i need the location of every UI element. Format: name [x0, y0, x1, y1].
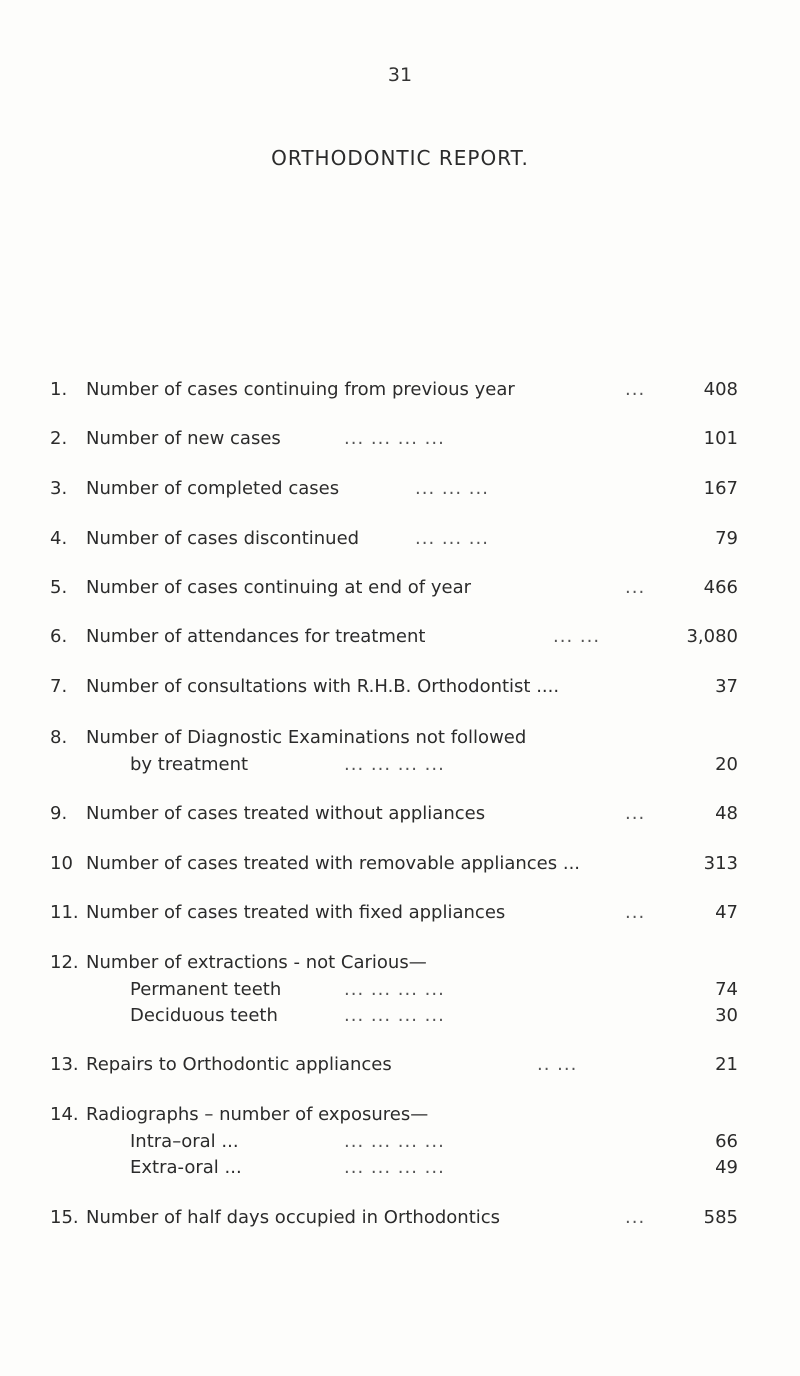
item-value: 48 — [715, 803, 738, 824]
leader-dots: .. ... — [537, 1054, 578, 1075]
item-value: 20 — [715, 754, 738, 775]
item-number: 13. — [50, 1054, 79, 1075]
leader-dots: ... ... ... ... — [344, 428, 445, 449]
leader-dots: ... ... ... — [415, 478, 489, 499]
item-number: 1. — [50, 379, 68, 400]
item-value: 101 — [703, 428, 738, 449]
page-title: ORTHODONTIC REPORT. — [271, 146, 529, 170]
item-label: Number of attendances for treatment — [86, 626, 426, 647]
leader-dots: ... ... ... ... — [344, 1157, 445, 1178]
report-row — [0, 526, 800, 552]
item-label: Number of completed cases — [86, 478, 340, 499]
report-row — [0, 1003, 800, 1029]
leader-dots: ... ... ... ... — [344, 979, 445, 1000]
leader-dots: ... ... ... ... — [344, 1005, 445, 1026]
report-row — [0, 1155, 800, 1181]
item-value: 47 — [715, 902, 738, 923]
report-row — [0, 624, 800, 650]
item-number: 15. — [50, 1207, 79, 1228]
item-label: Number of cases treated with removable appliances ... — [86, 853, 581, 874]
item-value: 408 — [703, 379, 738, 400]
item-label: Number of extractions - not Carious— — [86, 952, 427, 973]
report-row — [0, 900, 800, 926]
item-value: 167 — [703, 478, 738, 499]
item-label: Intra–oral ... — [130, 1131, 239, 1152]
item-label: Number of consultations with R.H.B. Orthodontist .... — [86, 676, 560, 697]
item-label: Number of new cases — [86, 428, 281, 449]
item-label: Radiographs – number of exposures— — [86, 1104, 429, 1125]
item-value: 585 — [703, 1207, 738, 1228]
leader-dots: ... — [625, 577, 646, 598]
item-label: Number of Diagnostic Examinations not followed — [86, 727, 527, 748]
item-value: 313 — [703, 853, 738, 874]
leader-dots: ... — [625, 902, 646, 923]
report-row — [0, 377, 800, 403]
item-value: 79 — [715, 528, 738, 549]
item-number: 11. — [50, 902, 79, 923]
leader-dots: ... ... ... ... — [344, 1131, 445, 1152]
item-label: Number of cases continuing from previous year — [86, 379, 515, 400]
report-row — [0, 752, 800, 778]
report-row — [0, 674, 800, 700]
item-value: 37 — [715, 676, 738, 697]
item-number: 2. — [50, 428, 68, 449]
leader-dots: ... — [625, 803, 646, 824]
item-label: Number of cases continuing at end of year — [86, 577, 471, 598]
page-number: 31 — [387, 64, 413, 86]
item-label: Number of cases treated without appliances — [86, 803, 486, 824]
item-label: Repairs to Orthodontic appliances — [86, 1054, 392, 1075]
report-row — [0, 1052, 800, 1078]
leader-dots: ... ... ... ... — [344, 754, 445, 775]
item-number: 5. — [50, 577, 68, 598]
item-value: 30 — [715, 1005, 738, 1026]
report-row — [0, 851, 800, 877]
item-number: 9. — [50, 803, 68, 824]
leader-dots: ... ... — [553, 626, 601, 647]
item-number: 4. — [50, 528, 68, 549]
item-number: 14. — [50, 1104, 79, 1125]
item-value: 21 — [715, 1054, 738, 1075]
item-label: Number of cases discontinued — [86, 528, 360, 549]
report-row — [0, 1129, 800, 1155]
item-number: 10 — [50, 853, 73, 874]
item-value: 74 — [715, 979, 738, 1000]
item-number: 8. — [50, 727, 68, 748]
item-label: Number of cases treated with fixed appliances — [86, 902, 506, 923]
item-number: 3. — [50, 478, 68, 499]
item-label: by treatment — [130, 754, 249, 775]
item-number: 7. — [50, 676, 68, 697]
item-label: Deciduous teeth — [130, 1005, 278, 1026]
leader-dots: ... ... ... — [415, 528, 489, 549]
report-row — [0, 476, 800, 502]
item-label: Extra-oral ... — [130, 1157, 242, 1178]
leader-dots: ... — [625, 1207, 646, 1228]
report-row — [0, 977, 800, 1003]
item-value: 3,080 — [686, 626, 738, 647]
item-number: 12. — [50, 952, 79, 973]
report-row — [0, 1205, 800, 1231]
item-value: 466 — [703, 577, 738, 598]
report-row — [0, 1102, 800, 1128]
report-row — [0, 950, 800, 976]
report-row — [0, 426, 800, 452]
report-row — [0, 575, 800, 601]
report-row — [0, 801, 800, 827]
item-label: Permanent teeth — [130, 979, 282, 1000]
item-value: 66 — [715, 1131, 738, 1152]
item-number: 6. — [50, 626, 68, 647]
item-label: Number of half days occupied in Orthodontics — [86, 1207, 501, 1228]
item-value: 49 — [715, 1157, 738, 1178]
leader-dots: ... — [625, 379, 646, 400]
report-row — [0, 725, 800, 751]
